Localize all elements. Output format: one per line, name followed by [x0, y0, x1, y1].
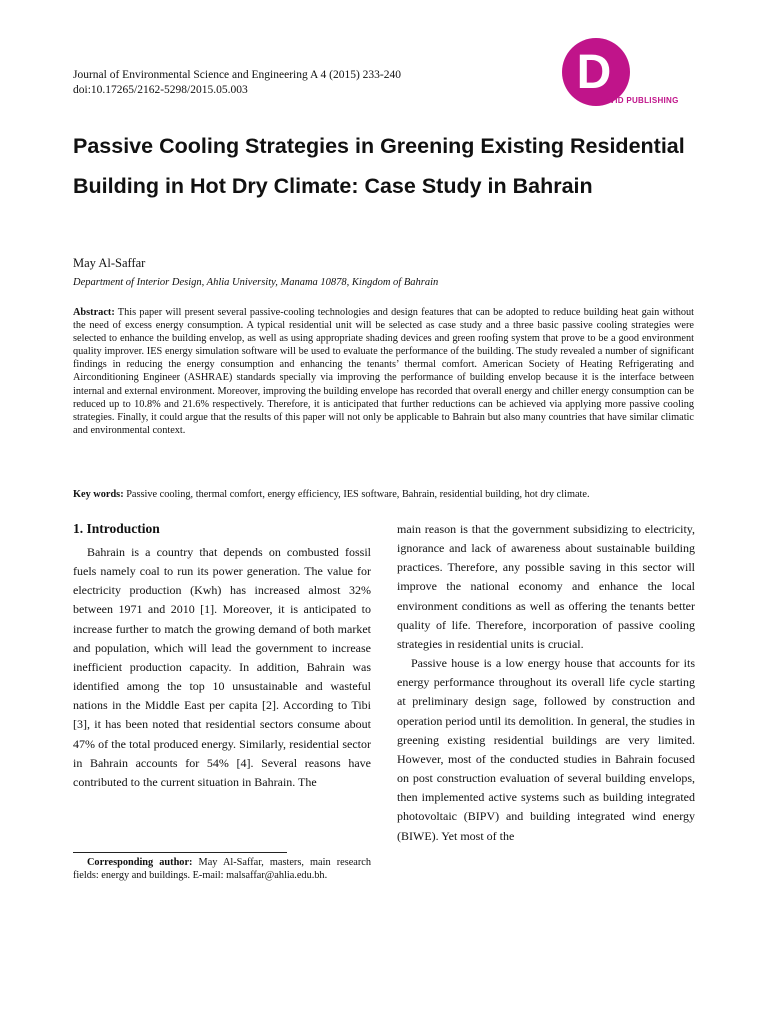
doi: doi:10.17265/2162-5298/2015.05.003 — [73, 84, 248, 96]
right-column — [397, 520, 695, 846]
journal-header — [73, 68, 401, 98]
abstract — [73, 306, 694, 437]
left-column — [73, 519, 371, 792]
footnote-text: May Al-Saffar, masters, main research fields: energy and buildings. E-mail: malsaffar@ahlia.edu.bh. — [73, 857, 371, 881]
section-heading-introduction: 1. Introduction — [73, 521, 160, 536]
footnote — [73, 857, 371, 882]
intro-paragraph-3: Passive house is a low energy house that accounts for its energy performance throughout its overall life cycle starting at preliminary design sage, followed by construction and operation period until its demolition. In general, the studies in greening existing residential buildings are very limited. However, most of the conducted studies in Bahrain focused on post construction evaluation of several building envelops, then implemented active systems such as building integrated photovoltaic (BIPV) and building integrated wind energy (BIWE). Yet most of the — [397, 656, 695, 843]
footnote-label: Corresponding author: — [87, 857, 193, 868]
abstract-text: This paper will present several passive-cooling technologies and design features that can be adopted to reduce building heat gain without the need of excess energy consumption. A typical residential unit will be selected as case study and a three basic passive cooling strategies were selected to enhance the building envelop, as well as using appropriate shading devices and green roofing system that prove to be a good environment quality improver. IES energy simulation software will be used to evaluate the performance of the building. The study revealed a number of significant findings in reducing the energy consumption and enhancing the tenants’ thermal comfort. American Society of Heating Refrigerating and Airconditioning Engineer (ASHRAE) standards specially via improving the performance of building envelop because it is the interface between internal and external environment. Moreover, improving the building envelope has recorded that overall energy and chiller energy consumption can be reduced up to 10.8% and 21.6% respectively. Therefore, it is anticipated that further reductions can be achieved via applying more passive cooling strategies. Finally, it could argue that the results of this paper will not only be applicable to Bahrain but also many countries that have similar climatic and environmental context. — [73, 307, 695, 436]
intro-paragraph-2: main reason is that the government subsidizing to electricity, ignorance and lack of awareness about sustainable building practices. Therefore, any possible saving in this sector will improve the national economy and enhance the local environment conditions as well as offering the tenants better quality of life. Therefore, incorporation of passive cooling strategies in residential units is crucial. — [397, 522, 695, 651]
logo-letter: D — [576, 46, 612, 99]
journal-citation: Journal of Environmental Science and Engineering A 4 (2015) 233-240 — [73, 69, 401, 81]
author-affiliation: Department of Interior Design, Ahlia University, Manama 10878, Kingdom of Bahrain — [73, 277, 439, 288]
abstract-label: Abstract: — [73, 307, 115, 318]
intro-paragraph-1: Bahrain is a country that depends on combusted fossil fuels namely coal to run its power generation. The value for electricity production (Kwh) has increased almost 32% between 1971 and 2010 [1]. Moreover, it is anticipated to increase further to match the growing demand of both market and population, which will lead the government to increase inefficient production capacity. In addition, Bahrain was identified among the top 10 unsustainable and wasteful nations in the Middle East per capita [2]. According to Tibi [3], it has been noted that residential sectors consume about 47% of the total produced energy. Similarly, residential sector in Bahrain accounts for 54% [4]. Several reasons have contributed to the current situation in Bahrain. The — [73, 545, 371, 789]
keywords-text: Passive cooling, thermal comfort, energy efficiency, IES software, Bahrain, residential building, hot dry climate. — [126, 489, 590, 500]
footnote-divider — [73, 852, 287, 853]
paper-title: Passive Cooling Strategies in Greening Existing Residential Building in Hot Dry Climate: Case Study in Bahrain — [73, 134, 685, 198]
author-name: May Al-Saffar — [73, 256, 146, 270]
publisher-name: DAVID PUBLISHING — [598, 96, 679, 105]
keywords-label: Key words: — [73, 489, 124, 500]
keywords — [73, 488, 694, 501]
